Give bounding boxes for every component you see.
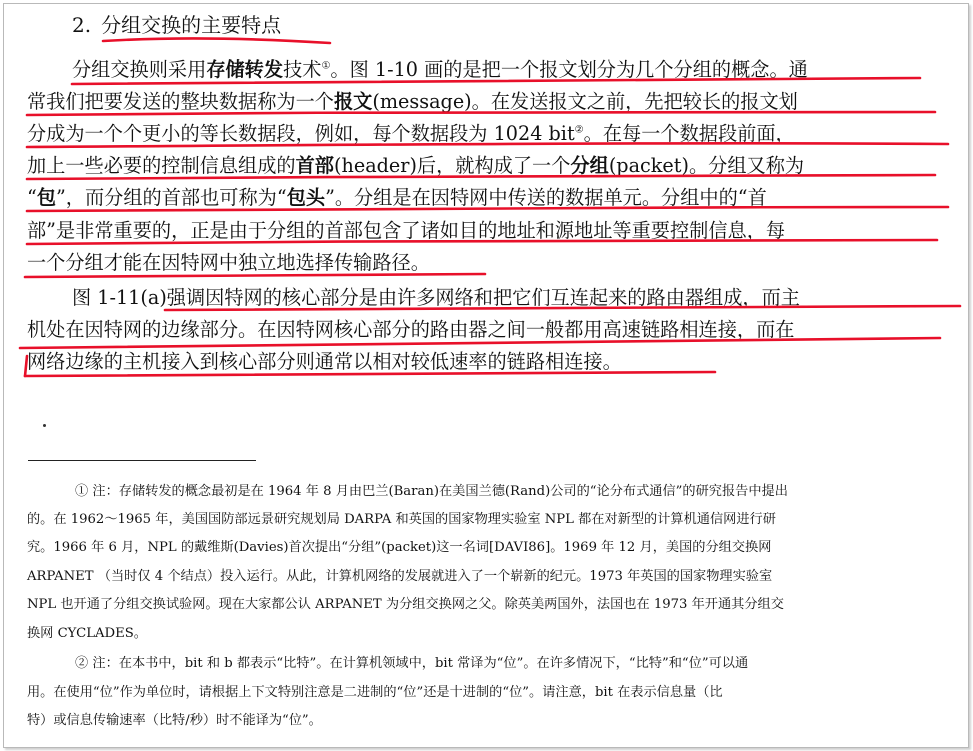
footnote-1-line-6: 换网 CYCLADES。 xyxy=(27,626,147,641)
page-frame xyxy=(3,3,969,748)
text-span: 分成为一个个更小的等长数据段，例如，每个数据段为 1024 bit xyxy=(27,122,575,145)
para2-line-3: 网络边缘的主机接入到核心部分则通常以相对较低速率的链路相连接。 xyxy=(27,350,622,373)
text-span: 。图 1-10 画的是把一个报文划分为几个分组的概念。通 xyxy=(330,58,808,81)
bold-term-store-forward: 存储转发 xyxy=(206,58,284,81)
footnote-1-line-5: NPL 也开通了分组交换试验网。现在大家都公认 ARPANET 为分组交换网之父。除英美两国外，法国也在 1973 年开通其分组交 xyxy=(27,597,784,612)
text-span: ”。分组是在因特网中传送的数据单元。分组中的“首 xyxy=(325,186,767,209)
text-span: (packet)。分组又称为 xyxy=(608,154,805,177)
text-span: 加上一些必要的控制信息组成的 xyxy=(27,154,296,177)
para1-line-1 xyxy=(72,58,808,82)
para1-line-5 xyxy=(27,186,767,210)
para1-line-3 xyxy=(27,122,795,146)
text-span: 。在每一个数据段前面， xyxy=(583,122,795,145)
footnote-1-line-4: ARPANET （当时仅 4 个结点）投入运行。从此，计算机网络的发展就进入了一个崭新的纪元。1973 年英国的国家物理实验室 xyxy=(27,569,773,584)
text-span: “ xyxy=(27,186,37,209)
bold-term-message: 报文 xyxy=(334,90,373,113)
para2-line-2: 机处在因特网的边缘部分。在因特网核心部分的路由器之间一般都用高速链路相连接，而在 xyxy=(27,318,795,341)
speck xyxy=(43,424,46,427)
text-span: 分组交换则采用 xyxy=(72,58,207,81)
para1-line-2 xyxy=(27,90,798,114)
footnote-1-line-2: 的。在 1962～1965 年，美国国防部远景研究规划局 DARPA 和英国的国家物理实验室 NPL 都在对新型的计算机通信网进行研 xyxy=(27,512,776,527)
bold-term-packet: 分组 xyxy=(570,154,609,177)
footnote-ref-2: ② xyxy=(574,124,584,136)
para1-line-4 xyxy=(27,154,804,178)
footnote-2-line-3: 特）或信息传输速率（比特/秒）时不能译为“位”。 xyxy=(27,713,322,728)
footnote-2-line-1: ② 注：在本书中，bit 和 b 都表示“比特”。在计算机领域中，bit 常译为“位”。在许多情况下，“比特”和“位”可以通 xyxy=(75,656,749,671)
bold-term-bao: 包 xyxy=(36,186,56,209)
section-heading xyxy=(72,12,281,38)
para2-line-1: 图 1-11(a)强调因特网的核心部分是由许多网络和把它们互连起来的路由器组成，而主 xyxy=(72,286,800,309)
footnote-1-line-3: 究。1966 年 6 月，NPL 的戴维斯(Davies)首次提出“分组”(packet)这一名词[DAVI86]。1969 年 12 月，美国的分组交换网 xyxy=(27,540,772,555)
para1-line-6: 部”是非常重要的，正是由于分组的首部包含了诸如目的地址和源地址等重要控制信息，每 xyxy=(27,219,786,242)
para1-line-7: 一个分组才能在因特网中独立地选择传输路径。 xyxy=(27,251,430,274)
text-span: 技术 xyxy=(283,58,322,81)
text-span: (message)。在发送报文之前，先把较长的报文划 xyxy=(372,90,798,113)
footnote-separator xyxy=(28,460,256,461)
section-title: 分组交换的主要特点 xyxy=(101,13,282,37)
bold-term-header: 首部 xyxy=(295,154,334,177)
footnote-2-line-2: 用。在使用“位”作为单位时，请根据上下文特别注意是二进制的“位”还是十进制的“位”。请注意，bit 在表示信息量（比 xyxy=(27,685,723,700)
footnote-1-line-1: ① 注：存储转发的概念最初是在 1964 年 8 月由巴兰(Baran)在美国兰德(Rand)公司的“论分布式通信”的研究报告中提出 xyxy=(75,484,788,499)
section-number: 2. xyxy=(72,13,92,37)
text-span: (header)后，就构成了一个 xyxy=(334,154,571,177)
text-span: 常我们把要发送的整块数据称为一个 xyxy=(27,90,334,113)
text-span: ”，而分组的首部也可称为“ xyxy=(56,186,287,209)
bold-term-baotou: 包头 xyxy=(286,186,326,209)
footnote-ref-1: ① xyxy=(321,60,331,72)
